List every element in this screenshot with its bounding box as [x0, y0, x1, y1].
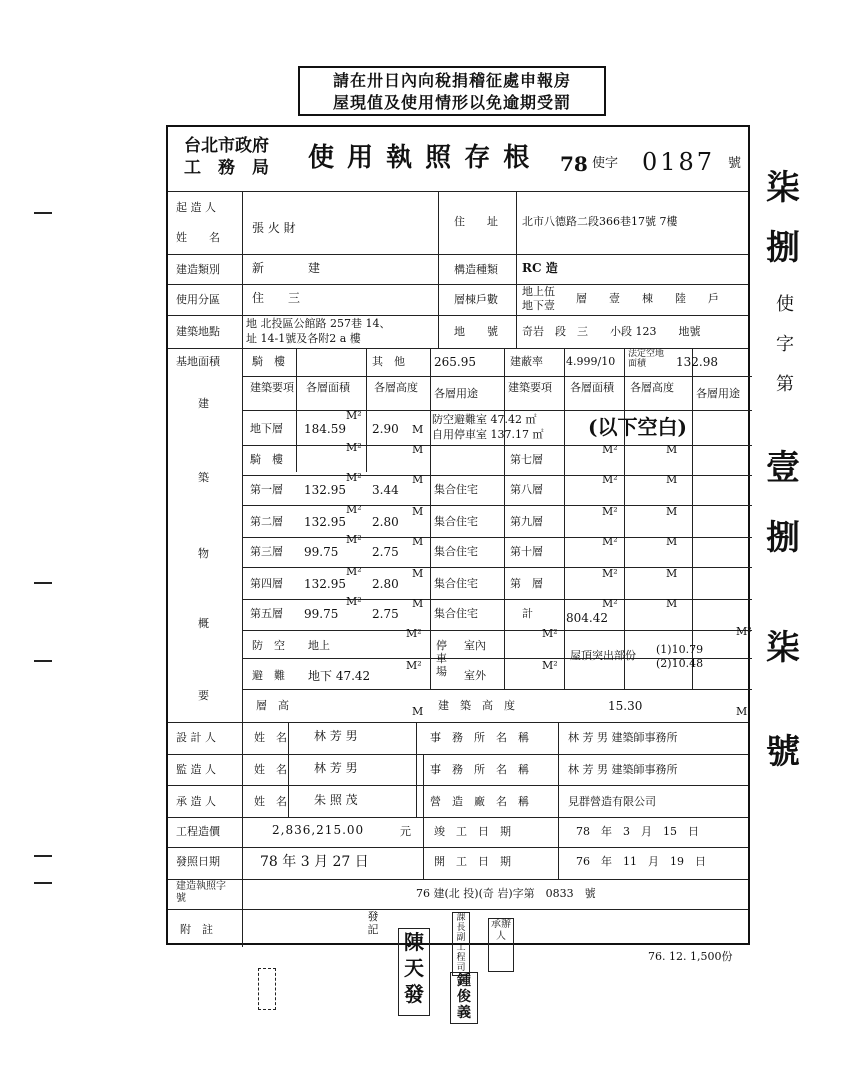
total-area: 804.42 — [566, 611, 608, 625]
supervisor-name: 林 芳 男 — [314, 761, 358, 775]
unit-m2: M² — [346, 533, 362, 546]
side-mark: 壹 — [766, 448, 800, 488]
floor-name: 第二層 — [250, 515, 283, 528]
stamp-officer: 承辦人 — [488, 918, 514, 972]
floor-area: 132.95 — [304, 515, 346, 529]
side-label: 築 — [198, 471, 209, 484]
builder-name: 張 火 財 — [252, 221, 296, 235]
zoning-value: 住 三 — [252, 291, 301, 305]
punch-mark — [34, 855, 52, 857]
permit-form — [166, 125, 750, 945]
shelter-label: 防 空 — [252, 639, 285, 652]
building-height: 15.30 — [608, 699, 643, 713]
arcade-label: 騎 樓 — [252, 355, 285, 368]
building-height-label: 建 築 高 度 — [438, 699, 515, 712]
floor-use: 集合住宅 — [434, 545, 478, 558]
floor-area: 184.59 — [304, 422, 346, 436]
stamp-text: 發記 — [367, 910, 379, 936]
cost-label: 工程造價 — [176, 825, 220, 838]
unit-m: M — [666, 567, 678, 580]
side-mark: 第 — [776, 374, 794, 395]
issue-date: 78 年 3 月 27 日 — [260, 854, 369, 870]
side-mark: 捌 — [766, 518, 800, 558]
lot-label: 地 號 — [454, 325, 498, 338]
builder-address-label: 住 址 — [454, 215, 498, 228]
builder-address: 北市八德路二段366巷17號 7樓 — [522, 215, 678, 228]
floor-height: 3.44 — [372, 483, 399, 497]
floor-area: 99.75 — [304, 607, 339, 621]
parking-outdoor: 室外 — [464, 669, 486, 682]
contractor-name: 朱 照 茂 — [314, 793, 358, 807]
floor-use-2: 自用停車室 137.17 ㎡ — [432, 428, 544, 441]
completion-label: 竣 工 日 期 — [434, 825, 511, 838]
floor-name: 地下層 — [250, 422, 283, 435]
coverage-label: 建蔽率 — [510, 355, 543, 368]
completion-date: 78 年 3 月 15 日 — [576, 825, 699, 838]
floor-use: 集合住宅 — [434, 483, 478, 496]
floor-header-item: 建築要項 — [250, 381, 294, 394]
unit-m2: M² — [602, 505, 618, 518]
side-label: 概 — [198, 617, 209, 630]
side-label: 建 — [198, 397, 209, 410]
side-mark: 柒 — [766, 168, 800, 208]
builder-name-label: 姓 名 — [176, 231, 220, 244]
lot-value: 奇岩 段 三 小段 123 地號 — [522, 325, 701, 338]
floor-name: 騎 樓 — [250, 453, 283, 466]
parking-label: 停車場 — [436, 639, 447, 678]
unit-m: M — [412, 423, 424, 436]
side-mark: 柒 — [766, 628, 800, 668]
floor-height: 2.90 — [372, 422, 399, 436]
stamp-section: 課長副工程司 — [452, 912, 470, 976]
supervisor-office-label: 事 務 所 名 稱 — [430, 763, 529, 776]
builder-label: 起 造 人 — [176, 201, 216, 214]
unit-m2: M² — [346, 441, 362, 454]
other-area: 265.95 — [434, 355, 476, 369]
coverage-value: 4.999/10 — [566, 355, 616, 368]
stamp-zhong: 鍾俊義 — [450, 972, 478, 1024]
permit-suffix: 號 — [728, 156, 742, 171]
unit-m: M — [666, 505, 678, 518]
side-mark: 號 — [766, 732, 800, 772]
floor-header-area-2: 各層面積 — [570, 381, 614, 394]
designer-label: 設 計 人 — [176, 731, 216, 744]
unit-m: M — [412, 473, 424, 486]
floor-use: 防空避難室 47.42 ㎡ — [432, 413, 537, 426]
unit-m: M — [412, 567, 424, 580]
floor-height: 2.80 — [372, 515, 399, 529]
shelter-label-2: 避 難 — [252, 669, 285, 682]
floor-name-right: 第十層 — [510, 545, 543, 558]
floor-header-use-2: 各層用途 — [696, 387, 740, 400]
floor-header-height: 各層高度 — [374, 381, 418, 394]
structure-value: RC 造 — [522, 261, 558, 275]
punch-mark — [34, 582, 52, 584]
contractor-office: 見群營造有限公司 — [568, 795, 656, 808]
category-value-2: 建 — [308, 261, 321, 275]
floor-area: 132.95 — [304, 577, 346, 591]
permit-year: 78 — [560, 152, 588, 176]
roof-value-2: (2)10.48 — [656, 657, 704, 670]
unit-m2: M² — [406, 627, 422, 640]
site-area-label: 基地面積 — [176, 355, 220, 368]
punch-mark — [34, 882, 52, 884]
unit-m2: M² — [736, 625, 752, 638]
unit-m2: M² — [602, 597, 618, 610]
punch-mark — [34, 212, 52, 214]
supervisor-name-label: 姓 名 — [254, 763, 287, 776]
permit-number: 0187 — [642, 148, 716, 176]
start-date-label: 開 工 日 期 — [434, 855, 511, 868]
cost-value: 2,836,215.00 — [272, 823, 365, 837]
floor-header-use: 各層用途 — [434, 387, 478, 400]
unit-m: M — [666, 473, 678, 486]
floor-name-right: 第八層 — [510, 483, 543, 496]
floor-height: 2.75 — [372, 607, 399, 621]
cost-unit: 元 — [400, 825, 411, 838]
side-label: 物 — [198, 547, 209, 560]
unit-m: M — [666, 597, 678, 610]
supervisor-label: 監 造 人 — [176, 763, 216, 776]
unit-m2: M² — [346, 503, 362, 516]
designer-name: 林 芳 男 — [314, 729, 358, 743]
supervisor-office: 林 芳 男 建築師事務所 — [568, 763, 678, 776]
unit-m: M — [412, 535, 424, 548]
floor-area: 99.75 — [304, 545, 339, 559]
side-mark: 字 — [776, 334, 794, 355]
unit-m: M — [736, 705, 748, 718]
floor-name: 第四層 — [250, 577, 283, 590]
contractor-label: 承 造 人 — [176, 795, 216, 808]
other-label: 其 他 — [372, 355, 405, 368]
unit-m2: M² — [602, 567, 618, 580]
form-title: 使 用 執 照 存 根 — [308, 143, 532, 173]
tax-notice-line2: 屋現值及使用情形以免逾期受罰 — [332, 93, 571, 112]
unit-m: M — [666, 443, 678, 456]
floors-above: 地上伍 — [522, 285, 555, 298]
side-mark: 捌 — [766, 228, 800, 268]
designer-office-label: 事 務 所 名 稱 — [430, 731, 529, 744]
location-address-b: 址 14-1號及各附2 a 樓 — [246, 332, 361, 345]
print-run: 76. 12. 1,500份 — [648, 950, 733, 963]
roof-value-1: (1)10.79 — [656, 643, 704, 656]
unit-m2: M² — [346, 409, 362, 422]
floor-header-item-2: 建築要項 — [508, 381, 552, 394]
unit-m2: M² — [406, 659, 422, 672]
designer-office: 林 芳 男 建築師事務所 — [568, 731, 678, 744]
unit-m2: M² — [542, 659, 558, 672]
floor-use: 集合住宅 — [434, 577, 478, 590]
tax-notice-line1: 請在卅日內向稅捐稽征處申報房 — [332, 71, 571, 90]
side-label: 要 — [198, 689, 209, 702]
floor-name-right: 第 層 — [510, 577, 543, 590]
unit-m2: M² — [602, 535, 618, 548]
parking-indoor: 室內 — [464, 639, 486, 652]
floors-units-label: 層棟戶數 — [454, 293, 498, 306]
unit-m2: M² — [346, 595, 362, 608]
permit-char: 使字 — [592, 156, 619, 171]
remarks-label: 附 註 — [180, 923, 213, 936]
floors-below: 地下壹 — [522, 299, 555, 312]
unit-m: M — [412, 505, 424, 518]
unit-m2: M² — [602, 473, 618, 486]
unit-m2: M² — [346, 471, 362, 484]
category-label: 建造類別 — [176, 263, 220, 276]
floor-height: 2.75 — [372, 545, 399, 559]
location-label: 建築地點 — [176, 325, 220, 338]
zoning-label: 使用分區 — [176, 293, 220, 306]
floor-name: 第三層 — [250, 545, 283, 558]
floor-name: 第五層 — [250, 607, 283, 620]
unit-m2: M² — [346, 565, 362, 578]
location-address-a: 地 北投區公館路 257巷 14、 — [246, 317, 391, 330]
floor-header-height-2: 各層高度 — [630, 381, 674, 394]
contractor-name-label: 姓 名 — [254, 795, 287, 808]
bureau-name: 工 務 局 — [184, 158, 269, 178]
agency-name: 台北市政府 — [184, 136, 269, 156]
floor-area: 132.95 — [304, 483, 346, 497]
floor-use: 集合住宅 — [434, 515, 478, 528]
start-date: 76 年 11 月 19 日 — [576, 855, 706, 868]
unit-m2: M² — [542, 627, 558, 640]
unit-m2: M² — [602, 443, 618, 456]
category-value-1: 新 — [252, 261, 265, 275]
floor-use: 集合住宅 — [434, 607, 478, 620]
shelter-above: 地上 — [308, 639, 330, 652]
structure-label: 構造種類 — [454, 263, 498, 276]
permit-no-label: 建造執照字號 — [176, 881, 226, 904]
unit-m: M — [412, 705, 424, 718]
floors-units: 層 壹 棟 陸 戶 — [576, 292, 719, 305]
unit-m: M — [412, 597, 424, 610]
shelter-below: 地下 47.42 — [308, 669, 371, 683]
roof-label: 屋頂突出部份 — [570, 649, 636, 662]
legal-open-label: 法定空地面積 — [628, 349, 665, 369]
seal-box — [258, 968, 276, 1010]
unit-m: M — [412, 443, 424, 456]
tax-notice — [298, 66, 606, 116]
legal-open-area: 132.98 — [676, 355, 718, 369]
floor-name: 第一層 — [250, 483, 283, 496]
floor-name-right: 計 — [522, 607, 533, 620]
punch-mark — [34, 660, 52, 662]
designer-name-label: 姓 名 — [254, 731, 287, 744]
permit-no-value: 76 建(北 投)(奇 岩)字第 0833 號 — [416, 887, 596, 900]
stamp-chen: 陳天發 — [398, 928, 430, 1016]
floor-name-right: 第七層 — [510, 453, 543, 466]
floor-header-area: 各層面積 — [306, 381, 350, 394]
floor-height: 2.80 — [372, 577, 399, 591]
unit-m: M — [666, 535, 678, 548]
side-mark: 使 — [776, 294, 794, 315]
issue-date-label: 發照日期 — [176, 855, 220, 868]
contractor-office-label: 營 造 廠 名 稱 — [430, 795, 529, 808]
floor-height-label: 層 高 — [256, 699, 289, 712]
floor-name-right: 第九層 — [510, 515, 543, 528]
blank-note: (以下空白) — [588, 415, 687, 439]
